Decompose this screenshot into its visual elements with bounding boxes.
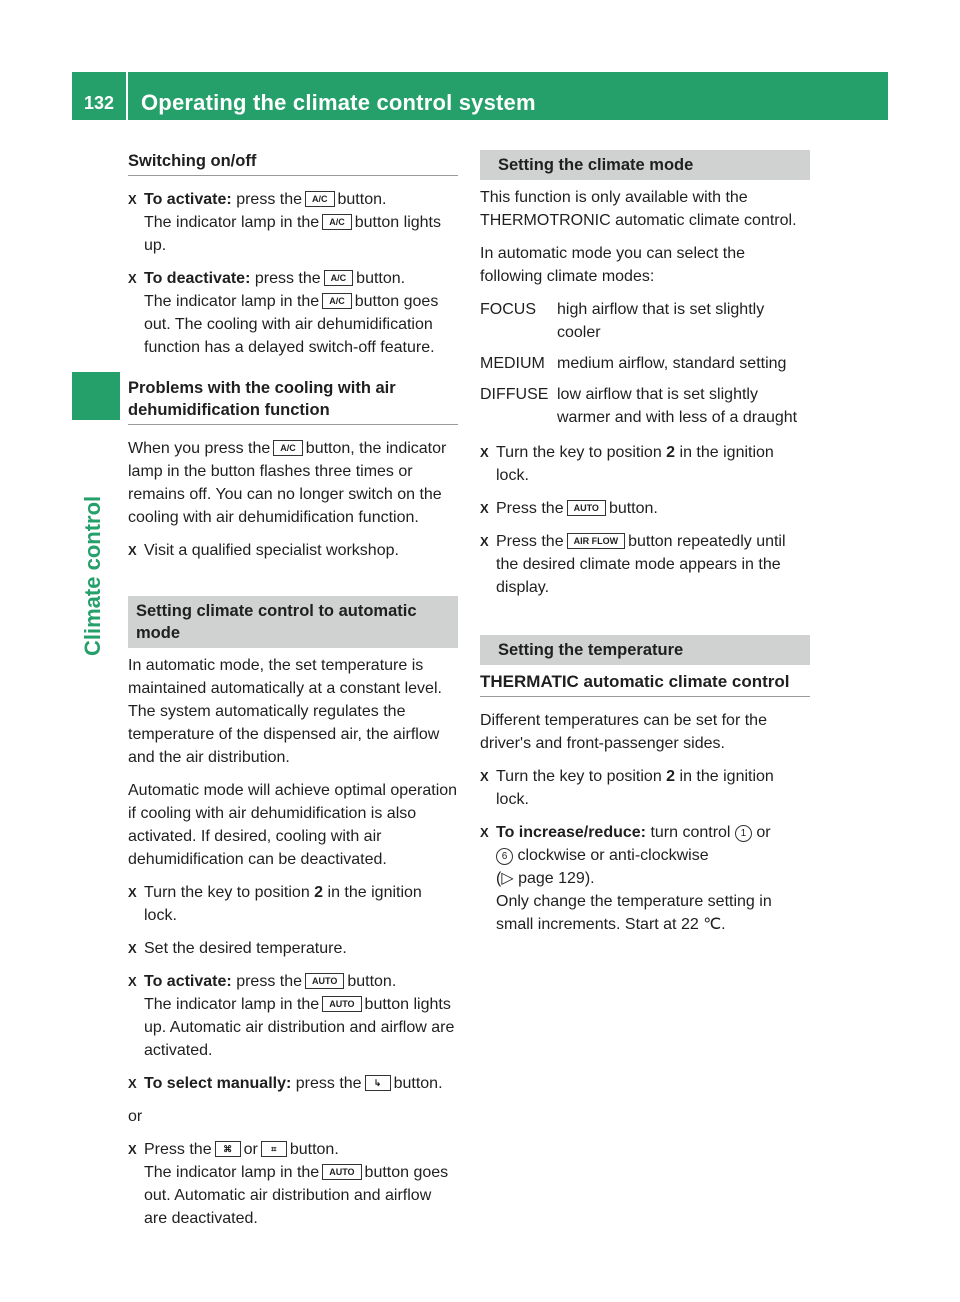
left-column [128,150,458,1240]
step-activate: X To activate: press the A/C button. The indicator lamp in the A/C button lights up. [128,188,458,257]
ac-button-icon: A/C [305,191,335,207]
subheading-thermatic: THERMATIC automatic climate control [480,671,810,697]
step-press-auto: X Press the AUTO button. [480,497,810,520]
mode-row: MEDIUM medium airflow, standard setting [480,355,787,372]
or-text: or [128,1108,143,1125]
airflow-button-icon: AIR FLOW [567,533,626,549]
step-activate-auto: X To activate: press the AUTO button. The indicator lamp in the AUTO button lights up. Automatic air distribution and airflow are activated. [128,970,458,1062]
auto-button-icon: AUTO [322,1164,361,1180]
right-column [480,150,810,946]
automatic-paragraph-1: In automatic mode, the set temperature is maintained automatically at a constant level. The system automatically regulates the temperature of the dispensed air, the airflow and the air distribution. [128,657,442,766]
step-turn-key: X Turn the key to position 2 in the ignition lock. [128,881,458,927]
step-set-temperature: X Set the desired temperature. [128,937,458,960]
automatic-paragraph-2: Automatic mode will achieve optimal operation if cooling with air dehumidification is also activated. If desired, cooling with air dehumidification can be deactivated. [128,782,458,868]
step-marker: X [128,885,137,900]
control-6-icon: 6 [496,848,513,865]
step-marker: X [128,192,137,207]
step-marker: X [128,1142,137,1157]
heading-automatic-mode: Setting climate control to automatic mode [128,596,458,648]
step-marker: X [480,825,489,840]
control-1-icon: 1 [735,825,752,842]
fan-decrease-icon: ⌗ [261,1141,287,1157]
page-title: Operating the climate control system [141,90,536,115]
temperature-paragraph: Different temperatures can be set for the driver's and front-passenger sides. [480,712,767,752]
step-turn-key: X Turn the key to position 2 in the ignition lock. [480,765,810,811]
auto-button-icon: AUTO [567,500,606,516]
step-turn-key: X Turn the key to position 2 in the ignition lock. [480,441,810,487]
header-divider [126,72,128,120]
step-marker: X [128,271,137,286]
step-press-airflow: X Press the AIR FLOW button repeatedly until the desired climate mode appears in the display. [480,530,810,599]
ac-button-icon: A/C [322,214,352,230]
mode-row: FOCUS high airflow that is set slightly cooler [480,301,765,341]
heading-climate-mode: Setting the climate mode [480,150,810,180]
heading-switching-on-off: Switching on/off [128,150,458,176]
step-marker: X [480,534,489,549]
mode-row: DIFFUSE low airflow that is set slightly warmer and with less of a draught [480,386,798,426]
fan-increase-icon: ⌘ [215,1141,241,1157]
auto-button-icon: AUTO [305,973,344,989]
ac-button-icon: A/C [322,293,352,309]
page-number: 132 [84,93,115,113]
step-select-manually: X To select manually: press the ↳ button. [128,1072,458,1095]
step-marker: X [480,769,489,784]
step-increase-reduce: X To increase/reduce: turn control 1 or 6 clockwise or anti-clockwise (▷ page 129). Only change the temperature setting in small increments. Start at 22 ℃. [480,821,810,936]
step-marker: X [480,445,489,460]
page-reference: (▷ page 129). [496,870,595,887]
side-tab-marker [72,372,120,420]
ac-button-icon: A/C [273,440,303,456]
auto-button-icon: AUTO [322,996,361,1012]
climate-mode-paragraph-2: In automatic mode you can select the following climate modes: [480,245,746,285]
step-marker: X [128,543,137,558]
step-marker: X [128,1076,137,1091]
step-marker: X [128,974,137,989]
step-marker: X [480,501,489,516]
problems-paragraph: When you press the A/C button, the indicator lamp in the button flashes three times or remains off. You can no longer switch on the cooling with air dehumidification function. [128,440,447,526]
step-deactivate: X To deactivate: press the A/C button. The indicator lamp in the A/C button goes out. The cooling with air dehumidification function has a delayed switch-off feature. [128,267,458,359]
step-marker: X [128,941,137,956]
air-distribution-icon: ↳ [365,1075,391,1091]
side-tab-label: Climate control [80,495,105,656]
step-visit-workshop: X Visit a qualified specialist workshop. [128,539,458,562]
step-press-fan: X Press the ⌘ or ⌗ button. The indicator lamp in the AUTO button goes out. Automatic air distribution and airflow are deactivated. [128,1138,458,1230]
heading-set-temperature: Setting the temperature [480,635,810,665]
ac-button-icon: A/C [324,270,354,286]
heading-problems-cooling: Problems with the cooling with air dehumidification function [128,377,458,425]
climate-mode-paragraph-1: This function is only available with the THERMOTRONIC automatic climate control. [480,189,797,229]
